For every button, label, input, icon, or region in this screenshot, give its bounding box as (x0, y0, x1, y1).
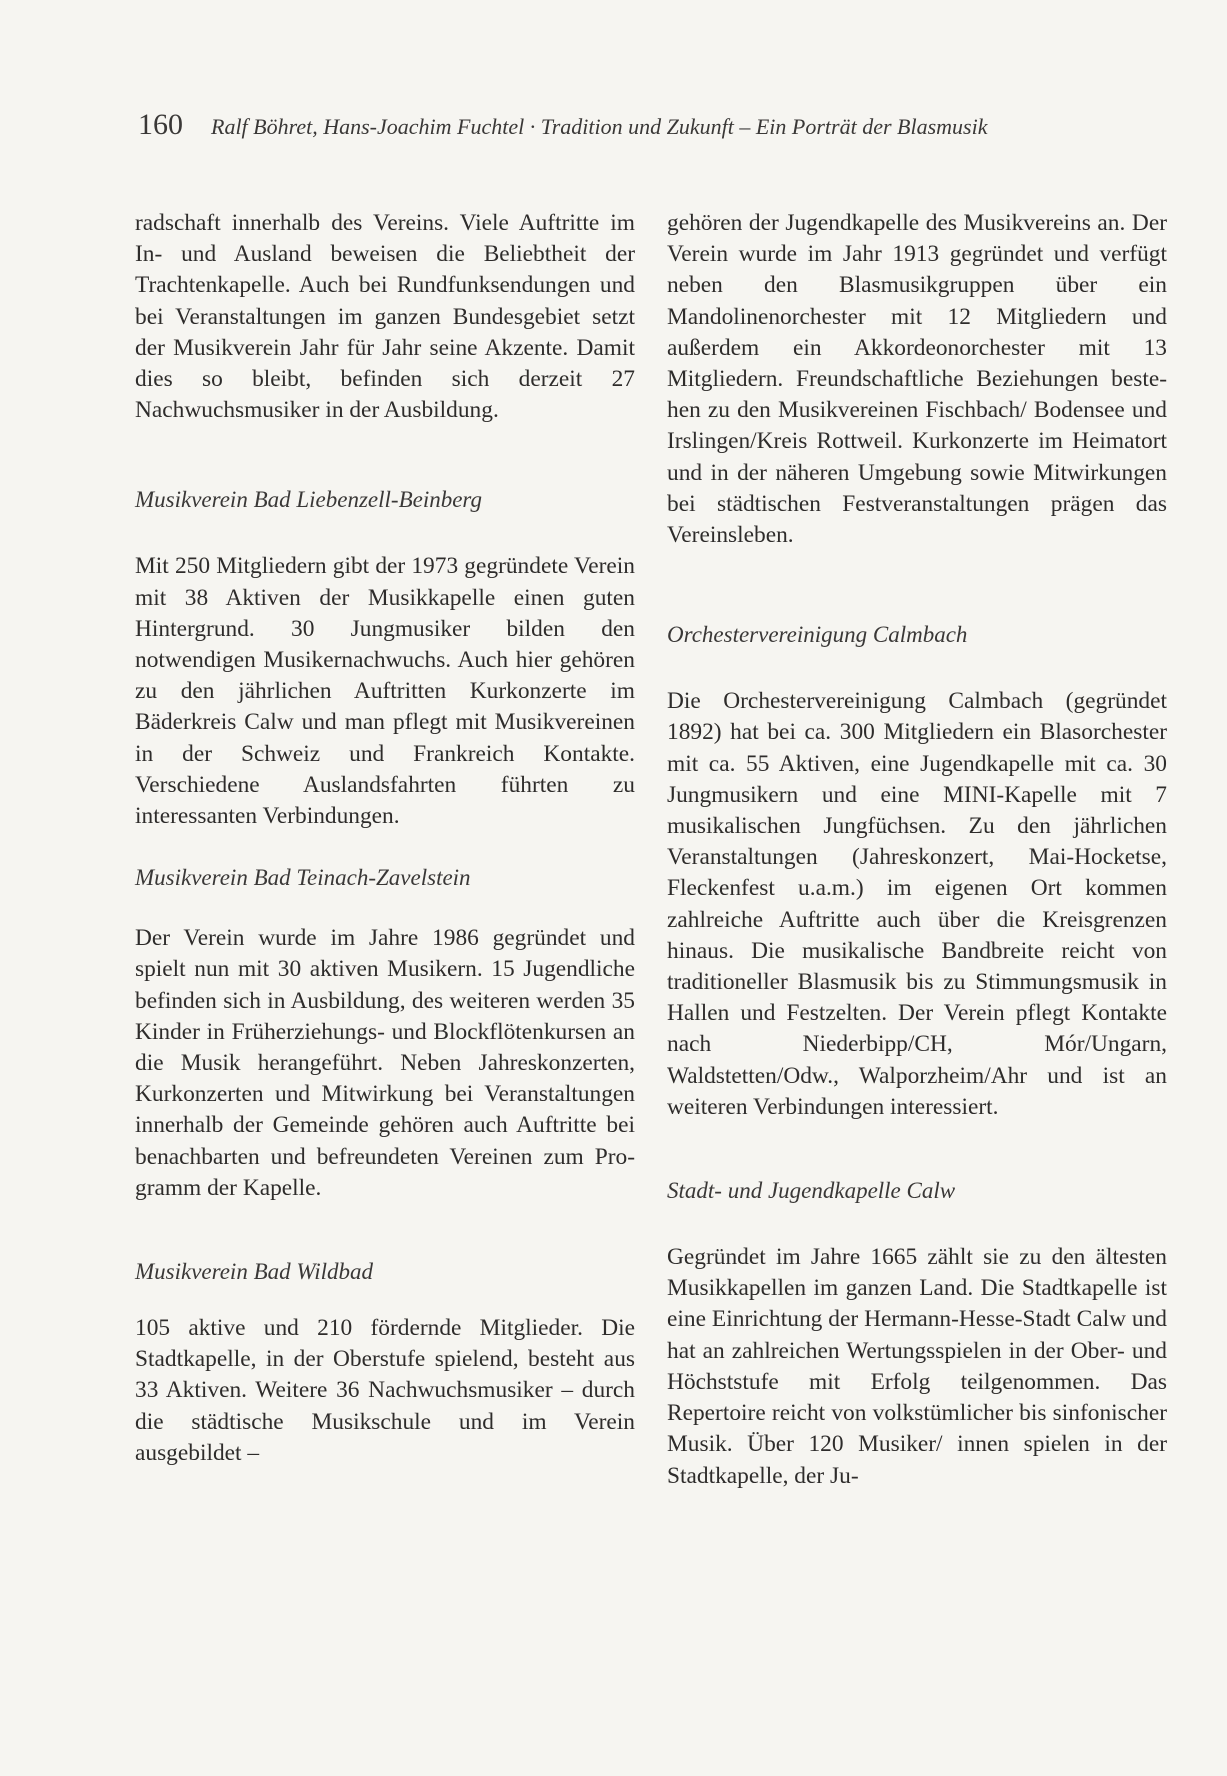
section-text-bad-liebenzell: Mit 250 Mitgliedern gibt der 1973 gegründete Verein mit 38 Aktiven der Musikkapelle einen guten Hintergrund. 30 Jungmusiker bilden den notwendigen Musikernachwuchs. Auch hier gehören zu den jährlichen Auftritten Kurkonzerte im Bäderkreis Calw und man pflegt mit Musikvereinen in der Schweiz und Frankreich Kontakte. Verschiedene Auslandsfahrten führten zu interessanten Verbindungen. (135, 553, 635, 830)
running-header (138, 108, 1168, 142)
section-heading-calmbach: Orchestervereinigung Calmbach (667, 622, 968, 648)
left-intro-paragraph: radschaft innerhalb des Vereins. Viele Auftritte im In- und Ausland beweisen die Beliebtheit der Trachtenkapelle. Auch bei Rundfunksendungen und bei Veranstaltungen im ganzen Bundesgebiet setzt der Musikverein Jahr für Jahr seine Akzente. Damit dies so bleibt, befinden sich derzeit 27 Nachwuchsmusiker in der Ausbildung. (135, 210, 635, 424)
section-text-bad-wildbad: 105 aktive und 210 fördernde Mitglieder. Die Stadtkapelle, in der Oberstufe spielend, besteht aus 33 Aktiven. Weitere 36 Nachwuchsmusiker – durch die städtische Musikschule und im Verein ausgebildet – (135, 1315, 635, 1466)
right-intro-paragraph: gehören der Jugendkapelle des Musikvereins an. Der Verein wurde im Jahr 1913 gegründet und verfügt neben den Blasmusikgruppen über ein Mandolinenorchester mit 12 Mitgliedern und außerdem ein Akkordeonorchester mit 13 Mitgliedern. Freundschaftliche Beziehungen bestehen zu den Musikvereinen Fischbach/ Bodensee und Irslingen/Kreis Rottweil. Kurkonzerte im Heimatort und in der näheren Umgebung sowie Mitwirkungen bei städtischen Festveranstaltungen prägen das Vereinsleben. (667, 210, 1167, 549)
section-heading-bad-liebenzell: Musikverein Bad Liebenzell-Beinberg (135, 487, 483, 513)
section-heading-calw: Stadt- und Jugendkapelle Calw (667, 1178, 956, 1204)
running-title: Ralf Böhret, Hans-Joachim Fuchtel · Tradition und Zukunft – Ein Porträt der Blasmusik (211, 114, 988, 139)
section-text-calmbach: Die Orchestervereinigung Calmbach (gegründet 1892) hat bei ca. 300 Mitgliedern ein Blasorchester mit ca. 55 Aktiven, eine Jugendkapelle mit ca. 30 Jungmusikern und eine MINI-Kapelle mit 7 musikalischen Jungfüchsen. Zu den jährlichen Veranstaltungen (Jahreskonzert, Mai-Hocketse, Fleckenfest u.a.m.) im eigenen Ort kommen zahlreiche Auftritte auch über die Kreisgrenzen hinaus. Die musikalische Bandbreite reicht von traditioneller Blasmusik bis zu Stimmungsmusik in Hallen und Festzelten. Der Verein pflegt Kontakte nach Niederbipp/CH, Mór/Ungarn, Waldstetten/Odw., Walporzheim/Ahr und ist an weiteren Verbindungen interessiert. (667, 688, 1167, 1120)
right-column (667, 208, 1167, 1492)
left-column (135, 208, 635, 1469)
section-heading-bad-teinach: Musikverein Bad Teinach-Zavelstein (135, 865, 471, 891)
page-number: 160 (138, 108, 183, 141)
section-heading-bad-wildbad: Musikverein Bad Wildbad (135, 1259, 374, 1285)
section-text-calw: Gegründet im Jahre 1665 zählt sie zu den ältesten Musikkapellen im ganzen Land. Die Stadtkapelle ist eine Einrichtung der Hermann-Hesse-Stadt Calw und hat an zahlreichen Wertungsspielen in der Ober- und Höchststufe mit Erfolg teilgenommen. Das Repertoire reicht von volkstümlicher bis sinfonischer Musik. Über 120 Musiker/ innen spielen in der Stadtkapelle, der Ju- (667, 1244, 1167, 1489)
section-text-bad-teinach: Der Verein wurde im Jahre 1986 gegründet und spielt nun mit 30 aktiven Musikern. 15 Jugendliche befinden sich in Ausbildung, des weiteren werden 35 Kinder in Früherziehungs- und Blockflötenkursen an die Musik herangeführt. Neben Jahreskonzerten, Kurkonzerten und Mitwirkung bei Veranstaltungen innerhalb der Gemeinde gehören auch Auftritte bei benachbarten und befreundeten Vereinen zum Programm der Kapelle. (135, 925, 635, 1201)
